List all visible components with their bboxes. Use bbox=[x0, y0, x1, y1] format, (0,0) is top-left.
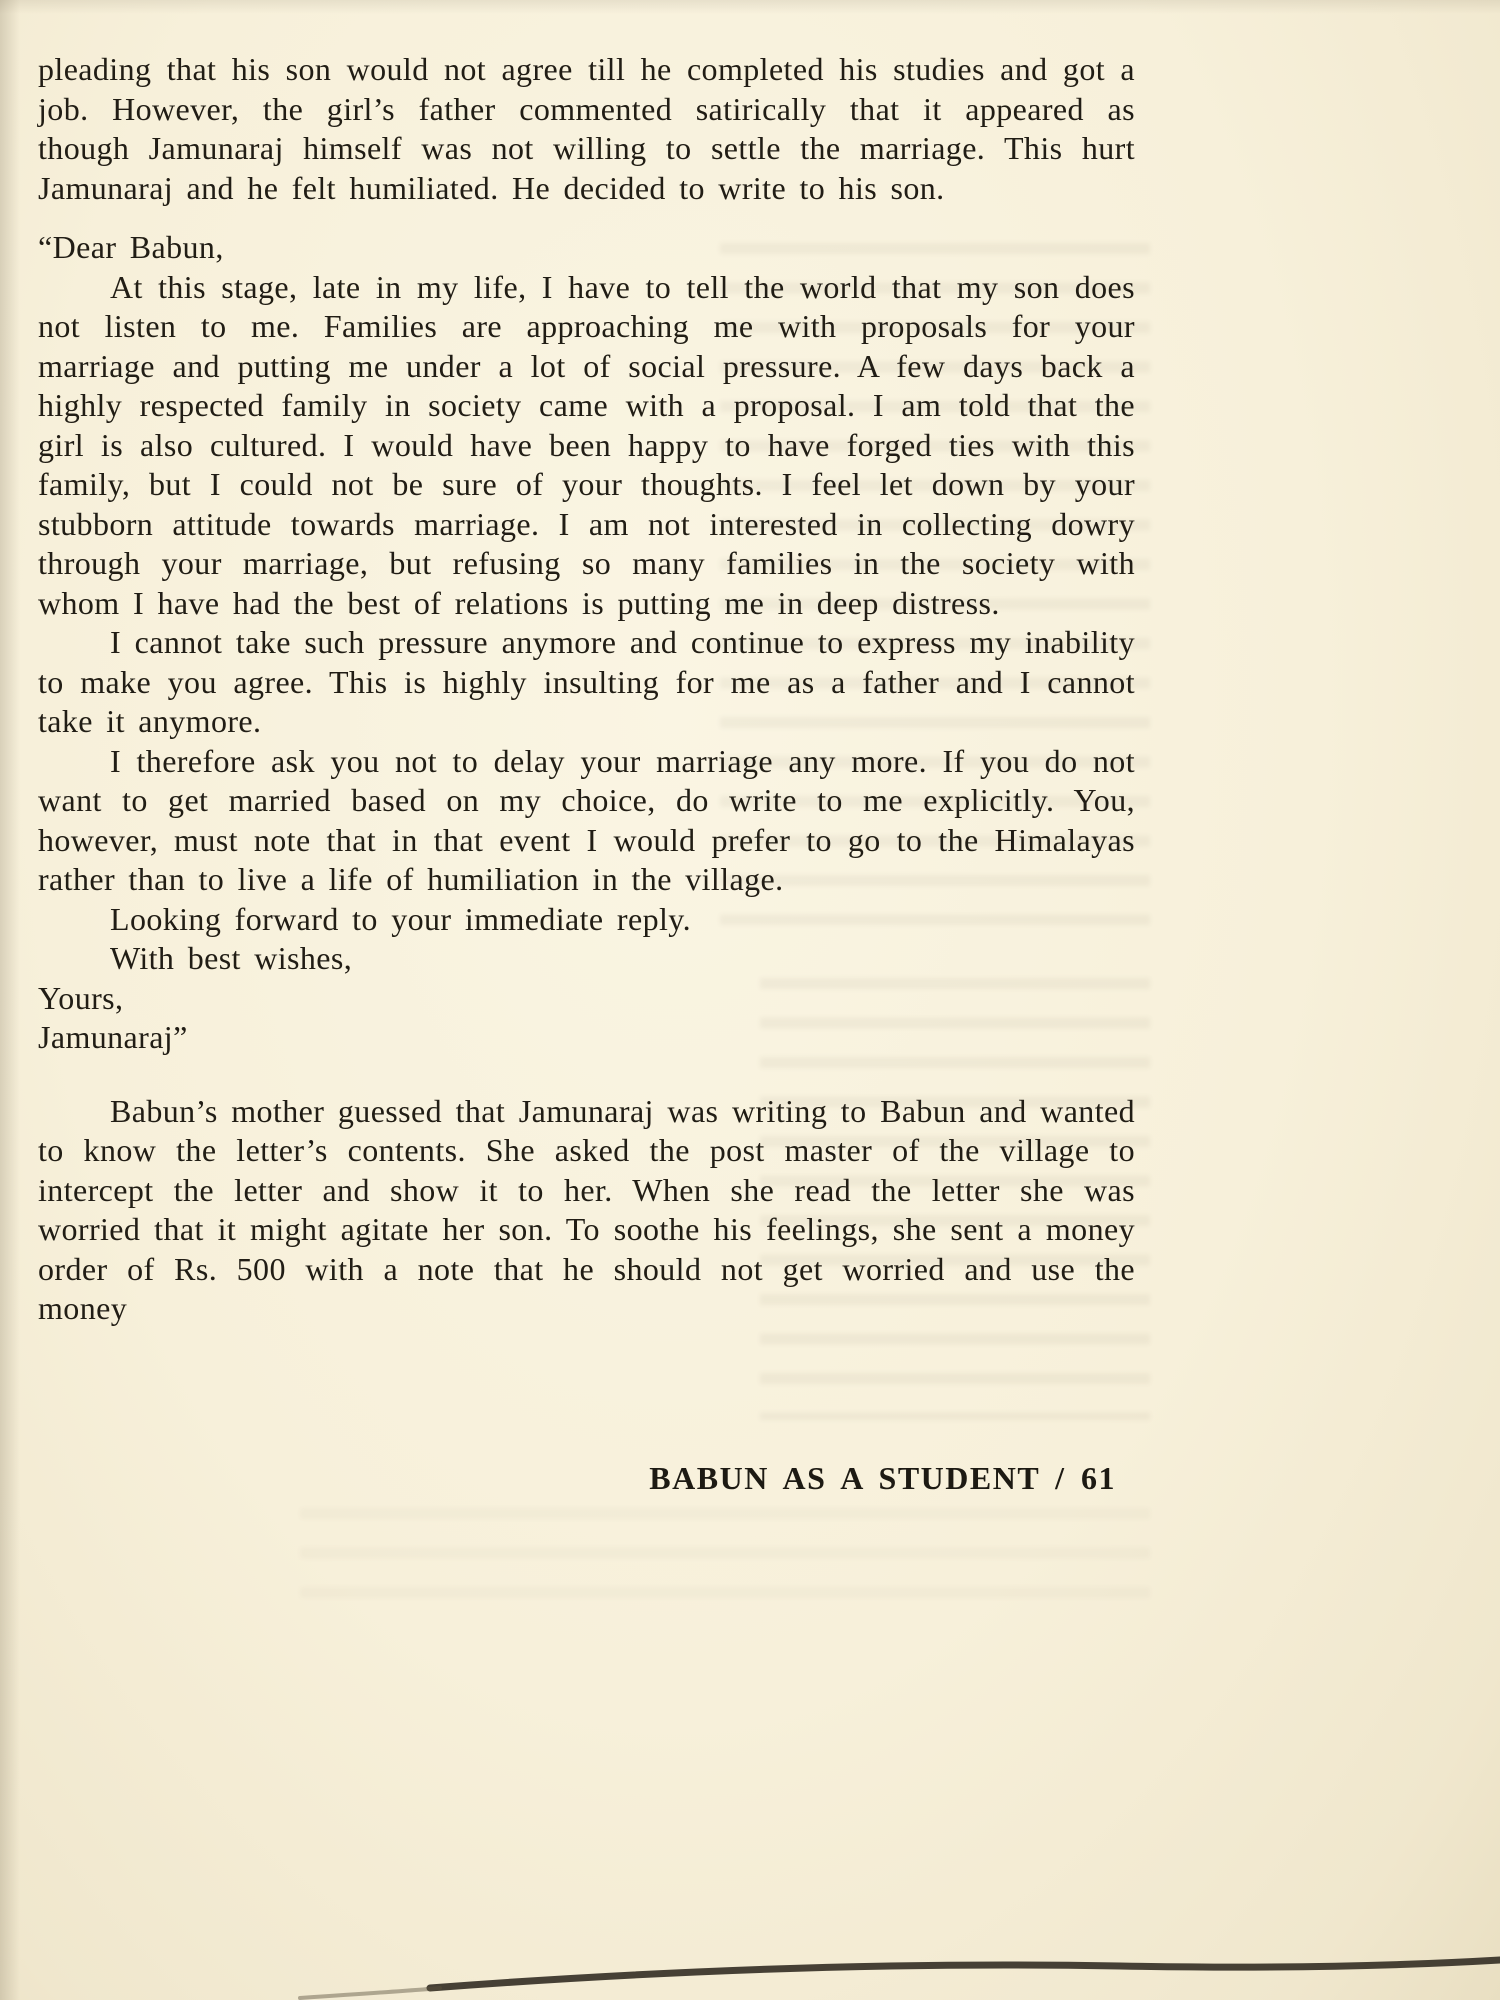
ink-bleedthrough-artifact bbox=[300, 1490, 1150, 1610]
letter-signoff: Yours, bbox=[38, 979, 124, 1016]
letter-paragraph-1: At this stage, late in my life, I have to tell the world that my son does not listen to me. Families are approaching me with proposals for your marriage and putting me under a lot of social pressure. A few days back a highly respected family in society came with a proposal. I am told that the girl is also cultured. I would have been happy to have forged ties with this family, but I could not be sure of your thoughts. I feel let down by your stubborn attitude towards marriage. I am not interested in collecting dowry through your marriage, but refusing so many families in the society with whom I have had the best of relations is putting me in deep distress. bbox=[38, 268, 1135, 621]
page-text-block bbox=[38, 50, 1135, 1329]
letter-closing-line: Looking forward to your immediate reply. bbox=[110, 900, 691, 937]
letter-regards: With best wishes, bbox=[110, 940, 353, 976]
letter-signature: Jamunaraj” bbox=[38, 1019, 188, 1055]
closing-paragraph: Babun’s mother guessed that Jamunaraj was writing to Babun and wanted to know the letter’s contents. She asked the post master of the village to intercept the letter and show it to her. When she read the letter she was worried that it might agitate her son. To soothe his feelings, she sent a money order of Rs. 500 with a note that he should not get worried and use the money bbox=[38, 1092, 1135, 1326]
scan-left-edge-shading bbox=[0, 0, 20, 2000]
scan-top-edge-shading bbox=[0, 0, 1500, 14]
letter-paragraph-3: I therefore ask you not to delay your marriage any more. If you do not want to get married based on my choice, do write to me explicitly. You, however, must note that in that event I would prefer to go to the Himalayas rather than to live a life of humiliation in the village. bbox=[38, 742, 1135, 897]
scan-bottom-edge-artifact bbox=[0, 1930, 1500, 2000]
intro-paragraph: pleading that his son would not agree till he completed his studies and got a job. However, the girl’s father commented satirically that it appeared as though Jamunaraj himself was not willing to settle the marriage. This hurt Jamunaraj and he felt humiliated. He decided to write to his son. bbox=[38, 51, 1135, 206]
letter-paragraph-2: I cannot take such pressure anymore and continue to express my inability to make you agree. This is highly insulting for me as a father and I cannot take it anymore. bbox=[38, 624, 1135, 739]
running-footer-page-number: BABUN AS A STUDENT / 61 bbox=[649, 1460, 1116, 1496]
letter-salutation: “Dear Babun, bbox=[38, 229, 224, 265]
